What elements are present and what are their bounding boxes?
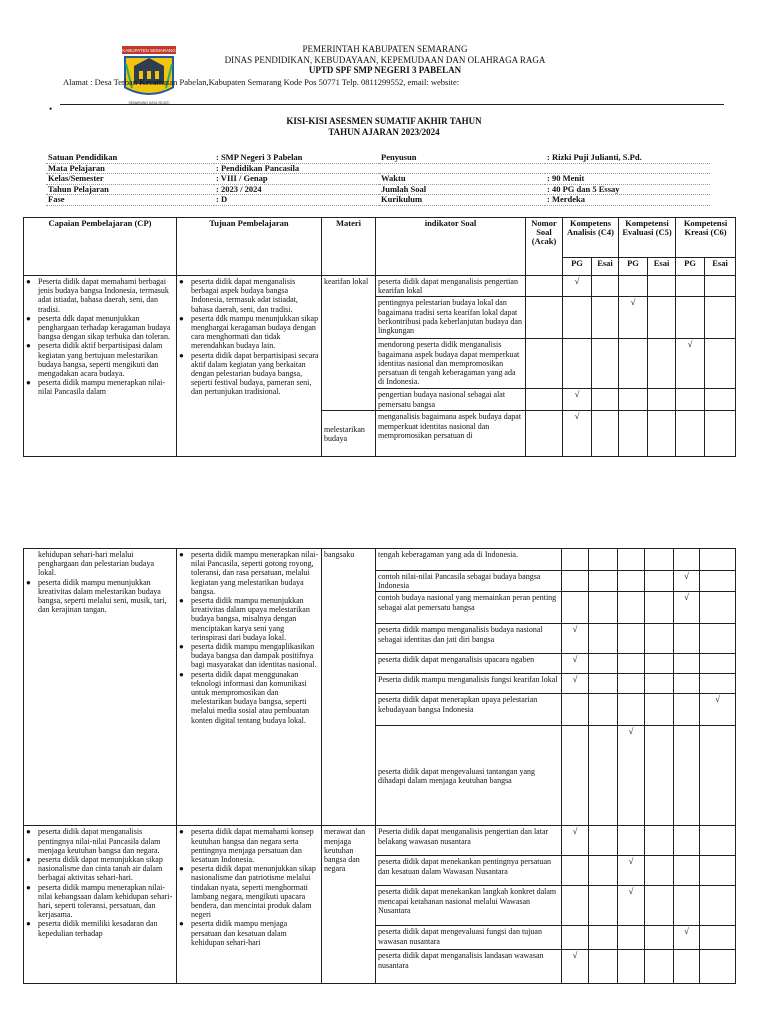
cp-item: ● peserta didik aktif berpartisipasi dalam kegiatan yang bertujuan melestarikan budaya bangsa, seperti mengikuti dan mengadakan acara budaya. — [26, 341, 174, 378]
empty-cell — [562, 726, 589, 826]
empty-cell — [562, 856, 589, 886]
nomor-cell — [526, 389, 563, 411]
empty-cell — [589, 926, 618, 950]
header-c4: Kompetens Analisis (C4) — [563, 218, 619, 258]
check-mark: √ — [674, 926, 700, 950]
empty-cell — [562, 592, 589, 624]
materi-cell: bangsaku — [322, 549, 376, 826]
empty-cell — [562, 694, 589, 726]
identity-row — [46, 153, 710, 163]
check-mark: √ — [562, 950, 589, 984]
empty-cell — [674, 624, 700, 654]
empty-cell — [619, 339, 648, 389]
empty-cell — [705, 297, 736, 339]
identity-value: : D — [214, 195, 379, 206]
header-nomor-soal: Nomor Soal (Acak) — [526, 218, 563, 276]
header-c5: Kompetensi Evaluasi (C5) — [619, 218, 676, 258]
government-name: PEMERINTAH KABUPATEN SEMARANG — [302, 44, 468, 54]
header-pg: PG — [563, 258, 592, 276]
empty-cell — [562, 886, 589, 926]
empty-cell — [645, 856, 674, 886]
empty-cell — [645, 926, 674, 950]
cp-item: ● peserta didik dapat menganalisis pentingnya nilai-nilai Pancasila dalam menjaga keutuhan bangsa dan negara. — [26, 827, 174, 855]
header-esai: Esai — [592, 258, 619, 276]
indicator-cell: pentingnya pelestarian budaya lokal dan bagaimana tradisi serta kearifan lokal dapat berkontribusi pada keberlanjutan budaya dan lingkungan — [376, 297, 526, 339]
empty-cell — [674, 726, 700, 826]
check-mark: √ — [618, 886, 645, 926]
empty-cell — [674, 886, 700, 926]
empty-cell — [705, 389, 736, 411]
header-materi: Materi — [322, 218, 376, 276]
identity-value — [545, 163, 710, 174]
empty-cell — [618, 926, 645, 950]
empty-cell — [705, 339, 736, 389]
identity-label: Penyusun — [379, 153, 545, 163]
empty-cell — [700, 654, 736, 674]
empty-cell — [676, 411, 705, 457]
check-mark: √ — [563, 389, 592, 411]
empty-cell — [592, 276, 619, 297]
empty-cell — [700, 674, 736, 694]
indicator-cell: Peserta didik mampu menganalisis fungsi kearifan lokal — [376, 674, 562, 694]
identity-row — [46, 174, 710, 185]
empty-cell — [705, 411, 736, 457]
title-line-2: TAHUN AJARAN 2023/2024 — [328, 127, 440, 137]
identity-value: : 2023 / 2024 — [214, 184, 379, 195]
tp-cell — [177, 549, 322, 826]
table-row — [24, 549, 736, 571]
cp-item: ● peserta didik mampu menerapkan nilai-nilai kebangsaan dalam kehidupan sehari-hari, seperti toleransi, persatuan, dan kerjasama. — [26, 883, 174, 920]
document-title — [0, 116, 768, 138]
indicator-cell: pengertian budaya nasional sebagai alat pemersatu bangsa — [376, 389, 526, 411]
empty-cell — [674, 549, 700, 571]
indicator-cell: menganalisis bagaimana aspek budaya dapat memperkuat identitas nasional dan mempromosikan persatuan di — [376, 411, 526, 457]
indicator-cell: mendorong peserta didik menganalisis bagaimana aspek budaya dapat memperkuat identitas nasional dan mempromosikan persatuan di tengah keberagaman yang ada di Indonesia. — [376, 339, 526, 389]
empty-cell — [562, 571, 589, 592]
header-cp: Capaian Pembelajaran (CP) — [24, 218, 177, 276]
empty-cell — [700, 571, 736, 592]
header-esai: Esai — [705, 258, 736, 276]
empty-cell — [674, 826, 700, 856]
indicator-cell: Peserta didik dapat menganalisis pengertian dan latar belakang wawasan nusantara — [376, 826, 562, 856]
empty-cell — [619, 411, 648, 457]
identity-row — [46, 195, 710, 206]
empty-cell — [700, 856, 736, 886]
identity-label: Jumlah Soal — [379, 184, 545, 195]
empty-cell — [589, 694, 618, 726]
identity-value: : 40 PG dan 5 Essay — [545, 184, 710, 195]
header-c6: Kompetensi Kreasi (C6) — [676, 218, 736, 258]
empty-cell — [619, 389, 648, 411]
tp-item: ● peserta didik mampu menunjukkan kreativitas dalam upaya melestarikan budaya bangsa, misalnya dengan menciptakan karya seni yang terinspirasi dari budaya lokal. — [179, 596, 319, 642]
cp-cell — [24, 276, 177, 457]
table-row — [24, 826, 736, 856]
identity-value: : Pendidikan Pancasila — [214, 163, 379, 174]
identity-value: : Merdeka — [545, 195, 710, 206]
nomor-cell — [526, 339, 563, 389]
empty-cell — [589, 654, 618, 674]
empty-cell — [674, 950, 700, 984]
empty-cell — [648, 339, 676, 389]
empty-cell — [645, 826, 674, 856]
materi-cell: merawat dan menjaga keutuhan bangsa dan negara — [322, 826, 376, 984]
empty-cell — [645, 674, 674, 694]
cp-item: ● peserta didik mampu menunjukkan kreativitas dalam melestarikan budaya bangsa, seperti melalui seni, musik, tari, dan kerajinan tangan. — [26, 578, 174, 615]
empty-cell — [700, 950, 736, 984]
cp-item: kehidupan sehari-hari melalui penghargaan dan pelestarian budaya lokal. — [38, 550, 155, 578]
identity-value: : SMP Negeri 3 Pabelan — [214, 153, 379, 163]
check-mark: √ — [674, 571, 700, 592]
check-mark: √ — [618, 856, 645, 886]
empty-cell — [700, 592, 736, 624]
empty-cell — [589, 856, 618, 886]
header-pg: PG — [619, 258, 648, 276]
indicator-cell: contoh budaya nasional yang memainkan peran penting sebagai alat pemersatu bangsa — [376, 592, 562, 624]
empty-cell — [618, 592, 645, 624]
empty-cell — [645, 592, 674, 624]
check-mark: √ — [563, 411, 592, 457]
tp-item: ● peserta didik dapat menggunakan teknologi informasi dan komunikasi untuk mempromosikan dan melestarikan budaya bangsa, seperti melalui media sosial atau pembuatan konten digital tentang budaya lokal. — [179, 670, 319, 725]
empty-cell — [589, 549, 618, 571]
school-name: UPTD SPF SMP NEGERI 3 PABELAN — [308, 65, 462, 75]
empty-cell — [645, 624, 674, 654]
empty-cell — [563, 297, 592, 339]
stray-bullet: • — [49, 104, 53, 114]
indicator-cell: tengah keberagaman yang ada di Indonesia. — [376, 549, 562, 571]
svg-text:SEMARANG KAYA SEJATI: SEMARANG KAYA SEJATI — [128, 101, 170, 105]
empty-cell — [562, 926, 589, 950]
title-line-1: KISI-KISI ASESMEN SUMATIF AKHIR TAHUN — [286, 116, 482, 126]
empty-cell — [592, 297, 619, 339]
tp-item: ● peserta didik dapat memahami konsep keutuhan bangsa dan negara serta pentingnya menjaga persatuan dan kesatuan Indonesia. — [179, 827, 319, 864]
cp-cell — [24, 826, 177, 984]
header-tp: Tujuan Pembelajaran — [177, 218, 322, 276]
tp-cell — [177, 826, 322, 984]
empty-cell — [592, 339, 619, 389]
check-mark: √ — [562, 654, 589, 674]
empty-cell — [645, 950, 674, 984]
page-two — [0, 540, 768, 1024]
empty-cell — [648, 389, 676, 411]
check-mark: √ — [700, 694, 736, 726]
empty-cell — [618, 571, 645, 592]
identity-row — [46, 163, 710, 174]
indicator-cell: peserta didik dapat menekankan langkah konkret dalam mencapai ketahanan nasional melalui Wawasan Nusantara — [376, 886, 562, 926]
identity-label: Fase — [46, 195, 214, 206]
check-mark: √ — [619, 297, 648, 339]
empty-cell — [618, 950, 645, 984]
empty-cell — [589, 726, 618, 826]
empty-cell — [645, 694, 674, 726]
identity-value: : VIII / Genap — [214, 174, 379, 185]
check-mark: √ — [676, 339, 705, 389]
header-pg: PG — [676, 258, 705, 276]
tp-cell — [177, 276, 322, 457]
indicator-cell: peserta didik dapat menerapkan upaya pelestarian kebudayaan bangsa Indonesia — [376, 694, 562, 726]
indicator-cell: contoh nilai-nilai Pancasila sebagai budaya bangsa Indonesia — [376, 571, 562, 592]
header-esai: Esai — [648, 258, 676, 276]
grid-table-page-1 — [23, 217, 736, 457]
identity-table — [46, 153, 710, 206]
tp-item: ● peserta didik dapat menganalisis berbagai aspek budaya bangsa Indonesia, termasuk adat istiadat, bahasa daerah, seni, dan tradisi. — [179, 277, 319, 314]
indicator-cell: peserta didik dapat menganalisis upacara ngaben — [376, 654, 562, 674]
empty-cell — [674, 674, 700, 694]
tp-item: ● peserta ddk mampu menunjukkan sikap menghargai keragaman budaya dengan cara menghormati dan tidak merendahkan budaya lain. — [179, 314, 319, 351]
letterhead-divider — [60, 104, 724, 105]
empty-cell — [700, 549, 736, 571]
indicator-cell: peserta didik dapat mengevaluasi fungsi dan tujuan wawasan nusantara — [376, 926, 562, 950]
indicator-cell: peserta didik dapat mengevaluasi tantangan yang dihadapi dalam menjaga keutuhan bangsa — [376, 726, 562, 826]
empty-cell — [592, 411, 619, 457]
empty-cell — [618, 694, 645, 726]
check-mark: √ — [562, 674, 589, 694]
tp-item: ● peserta didik mampu menerapkan nilai-nilai Pancasila, seperti gotong royong, toleransi, dan rasa persatuan, melalui kegiatan yang melestarikan budaya bangsa. — [179, 550, 319, 596]
identity-label — [379, 163, 545, 174]
identity-label: Kelas/Semester — [46, 174, 214, 185]
empty-cell — [700, 826, 736, 856]
empty-cell — [589, 950, 618, 984]
cp-cell — [24, 549, 177, 826]
school-address: Alamat : Desa Terban Kecamatan Pabelan,Kabupaten Semarang Kode Pos 50771 Telp. 0811299552, email: website: — [63, 77, 460, 87]
check-mark: √ — [562, 624, 589, 654]
empty-cell — [589, 886, 618, 926]
check-mark: √ — [563, 276, 592, 297]
empty-cell — [700, 726, 736, 826]
empty-cell — [563, 339, 592, 389]
cp-item: ● peserta didik memiliki kesadaran dan kepedulian terhadap — [26, 919, 174, 937]
empty-cell — [648, 276, 676, 297]
empty-cell — [700, 624, 736, 654]
empty-cell — [676, 276, 705, 297]
empty-cell — [700, 926, 736, 950]
empty-cell — [700, 886, 736, 926]
indicator-cell: peserta didik dapat menganalisis pengertian kearifan lokal — [376, 276, 526, 297]
empty-cell — [562, 549, 589, 571]
identity-label: Kurikulum — [379, 195, 545, 206]
empty-cell — [618, 674, 645, 694]
empty-cell — [589, 674, 618, 694]
tp-item: ● peserta didik dapat menunjukkan sikap nasionalisme dan patriotisme melalui tindakan nyata, seperti menghormati lambang negara, mengikuti upacara bendera, dan mencintai produk dalam negeri — [179, 864, 319, 919]
header-indikator: indikator Soal — [376, 218, 526, 276]
empty-cell — [648, 297, 676, 339]
empty-cell — [592, 389, 619, 411]
empty-cell — [589, 624, 618, 654]
indicator-cell: peserta didik dapat menekankan pentingnya persatuan dan kesatuan dalam Wawasan Nusantara — [376, 856, 562, 886]
empty-cell — [645, 571, 674, 592]
svg-text:KABUPATEN SEMARANG: KABUPATEN SEMARANG — [122, 48, 176, 53]
nomor-cell — [526, 411, 563, 457]
tp-item: ● peserta didik mampu menjaga persatuan dan kesatuan dalam kehidupan sehari-hari — [179, 919, 319, 947]
cp-item: ● peserta ddk dapat menunjukkan penghargaan terhadap keragaman budaya bangsa dengan sikap terbuka dan toleran. — [26, 314, 174, 342]
page-one — [0, 0, 768, 500]
empty-cell — [674, 856, 700, 886]
check-mark: √ — [618, 726, 645, 826]
tp-item: ● peserta didik mampu mengaplikasikan budaya bangsa dan dampak positifnya bagi masyarakat dan identitas nasional. — [179, 642, 319, 670]
department-name: DINAS PENDIDIKAN, KEBUDAYAAN, KEPEMUDAAN DAN OLAHRAGA RAGA — [224, 54, 546, 65]
empty-cell — [648, 411, 676, 457]
identity-label: Waktu — [379, 174, 545, 185]
indicator-cell: peserta didik dapat menganalisis landasan wawasan nusantara — [376, 950, 562, 984]
identity-row — [46, 184, 710, 195]
empty-cell — [676, 389, 705, 411]
identity-label: Mata Pelajaran — [46, 163, 214, 174]
tp-item: ● peserta didik dapat berpartisipasi secara aktif dalam kegiatan yang berkaitan dengan pelestarian budaya bangsa, seperti festival budaya, pameran seni, dan pertunjukan tradisional. — [179, 351, 319, 397]
nomor-cell — [526, 297, 563, 339]
letterhead — [120, 44, 650, 76]
table-row — [24, 276, 736, 297]
cp-item: ● peserta didik dapat menunjukkan sikap nasionalisme dan cinta tanah air dalam berbagai aktivitas sehari-hari. — [26, 855, 174, 883]
materi-cell: kearifan lokal — [322, 276, 376, 411]
check-mark: √ — [562, 826, 589, 856]
cp-item: ● Peserta didik dapat memahami berbagai jenis budaya bangsa Indonesia, termasuk adat istiadat, bahasa daerah, seni, dan tradisi. — [26, 277, 174, 314]
nomor-cell — [526, 276, 563, 297]
empty-cell — [589, 826, 618, 856]
empty-cell — [674, 694, 700, 726]
grid-table-page-2 — [23, 548, 736, 984]
empty-cell — [645, 549, 674, 571]
identity-label: Satuan Pendidikan — [46, 153, 214, 163]
empty-cell — [618, 624, 645, 654]
materi-cell: melestarikan budaya — [322, 411, 376, 457]
empty-cell — [618, 549, 645, 571]
empty-cell — [589, 592, 618, 624]
empty-cell — [705, 276, 736, 297]
empty-cell — [676, 297, 705, 339]
empty-cell — [645, 886, 674, 926]
empty-cell — [645, 654, 674, 674]
identity-value: : 90 Menit — [545, 174, 710, 185]
empty-cell — [619, 276, 648, 297]
empty-cell — [618, 826, 645, 856]
identity-label: Tahun Pelajaran — [46, 184, 214, 195]
empty-cell — [645, 726, 674, 826]
check-mark: √ — [674, 592, 700, 624]
empty-cell — [674, 654, 700, 674]
identity-value: : Rizki Puji Julianti, S.Pd. — [545, 153, 710, 163]
indicator-cell: peserta didik mampu menganalisis budaya nasional sebagai identitas dan jati diri bangsa — [376, 624, 562, 654]
empty-cell — [589, 571, 618, 592]
empty-cell — [618, 654, 645, 674]
cp-item: ● peserta didik mampu menerapkan nilai-nilai Pancasila dalam — [26, 378, 174, 396]
